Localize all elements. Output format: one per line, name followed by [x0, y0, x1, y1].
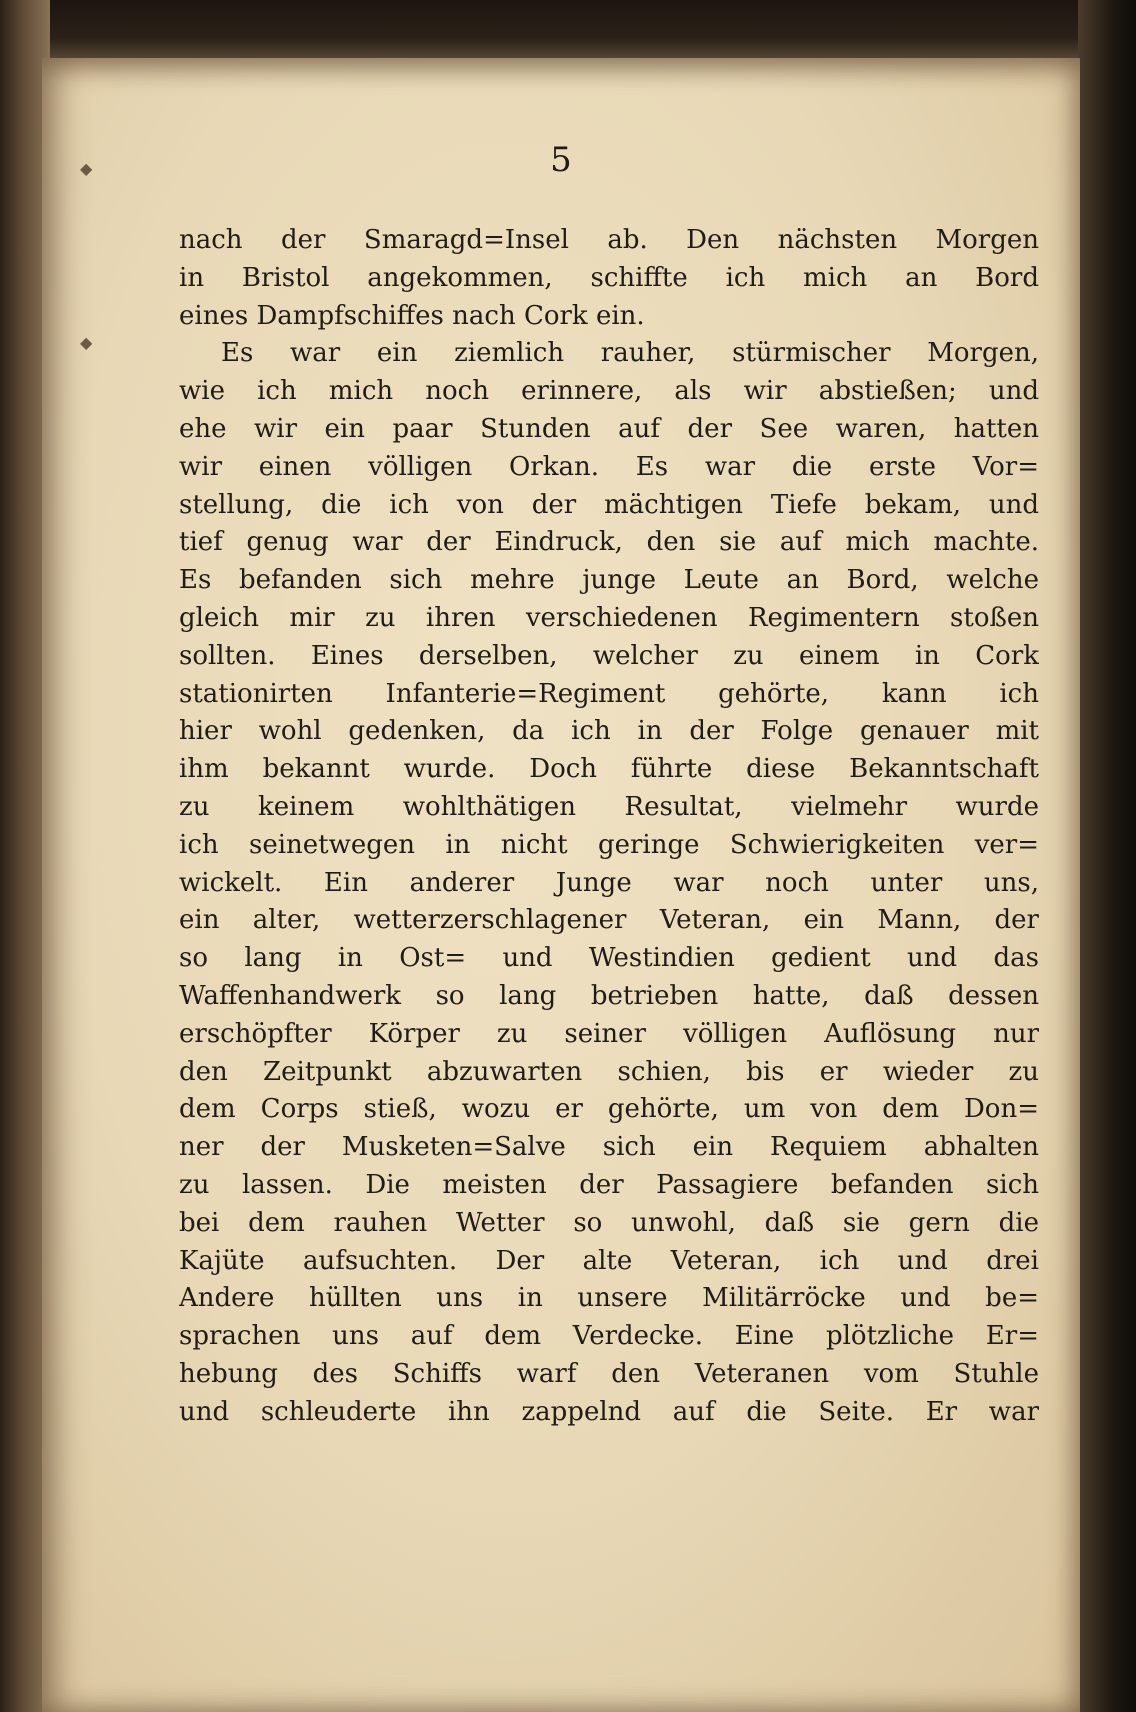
text-line: gleich mir zu ihren verschiedenen Regimentern stoßen — [179, 602, 1039, 633]
text-line: wir einen völligen Orkan. Es war die erste Vor= — [179, 451, 1039, 482]
text-line: bei dem rauhen Wetter so unwohl, daß sie gern die — [179, 1207, 1039, 1238]
text-line: so lang in Ost= und Westindien gedient und das — [179, 943, 1039, 974]
text-line: stellung, die ich von der mächtigen Tiefe bekam, und — [179, 489, 1039, 520]
text-line: sprachen uns auf dem Verdecke. Eine plötzliche Er= — [179, 1321, 1039, 1352]
text-line: eines Dampfschiffes nach Cork ein. — [179, 300, 645, 331]
margin-mark-icon: ◆ — [80, 333, 93, 352]
text-line: zu lassen. Die meisten der Passagiere befanden sich — [179, 1169, 1039, 1200]
body-text — [179, 222, 1039, 1432]
text-line: Waffenhandwerk so lang betrieben hatte, daß dessen — [179, 980, 1039, 1011]
text-line: ner der Musketen=Salve sich ein Requiem abhalten — [179, 1132, 1039, 1163]
text-line: erschöpfter Körper zu seiner völligen Auflösung nur — [179, 1018, 1039, 1049]
text-line: dem Corps stieß, wozu er gehörte, um von dem Don= — [179, 1094, 1039, 1125]
text-line: und schleuderte ihn zappelnd auf die Seite. Er war — [179, 1396, 1039, 1427]
text-line: Es war ein ziemlich rauher, stürmischer Morgen, — [221, 338, 1039, 369]
text-line: tief genug war der Eindruck, den sie auf mich machte. — [179, 527, 1039, 558]
text-line: sollten. Eines derselben, welcher zu einem in Cork — [179, 640, 1039, 671]
text-line: hebung des Schiffs warf den Veteranen vom Stuhle — [179, 1358, 1039, 1389]
text-line: Andere hüllten uns in unsere Militärröcke und be= — [179, 1283, 1039, 1314]
text-line: wie ich mich noch erinnere, als wir abstießen; und — [179, 376, 1039, 407]
page-number: 5 — [550, 140, 572, 180]
text-line: nach der Smaragd=Insel ab. Den nächsten Morgen — [179, 225, 1039, 255]
book-page — [42, 58, 1080, 1712]
text-line: den Zeitpunkt abzuwarten schien, bis er wieder zu — [179, 1056, 1039, 1087]
book-right-edge — [1078, 0, 1136, 1712]
text-line: wickelt. Ein anderer Junge war noch unter uns, — [179, 867, 1039, 898]
text-line: stationirten Infanterie=Regiment gehörte, kann ich — [179, 678, 1039, 709]
text-line: ihm bekannt wurde. Doch führte diese Bekanntschaft — [179, 754, 1039, 785]
text-line: ehe wir ein paar Stunden auf der See waren, hatten — [179, 413, 1039, 444]
text-line: zu keinem wohlthätigen Resultat, vielmehr wurde — [179, 791, 1039, 822]
text-line: hier wohl gedenken, da ich in der Folge genauer mit — [179, 716, 1039, 747]
text-line: ich seinetwegen in nicht geringe Schwierigkeiten ver= — [179, 829, 1039, 860]
text-line: Es befanden sich mehre junge Leute an Bord, welche — [179, 565, 1039, 596]
text-line: ein alter, wetterzerschlagener Veteran, ein Mann, der — [179, 905, 1039, 936]
text-line: Kajüte aufsuchten. Der alte Veteran, ich und drei — [179, 1245, 1039, 1276]
margin-mark-icon: ◆ — [80, 159, 93, 178]
text-line: in Bristol angekommen, schiffte ich mich an Bord — [179, 262, 1039, 293]
